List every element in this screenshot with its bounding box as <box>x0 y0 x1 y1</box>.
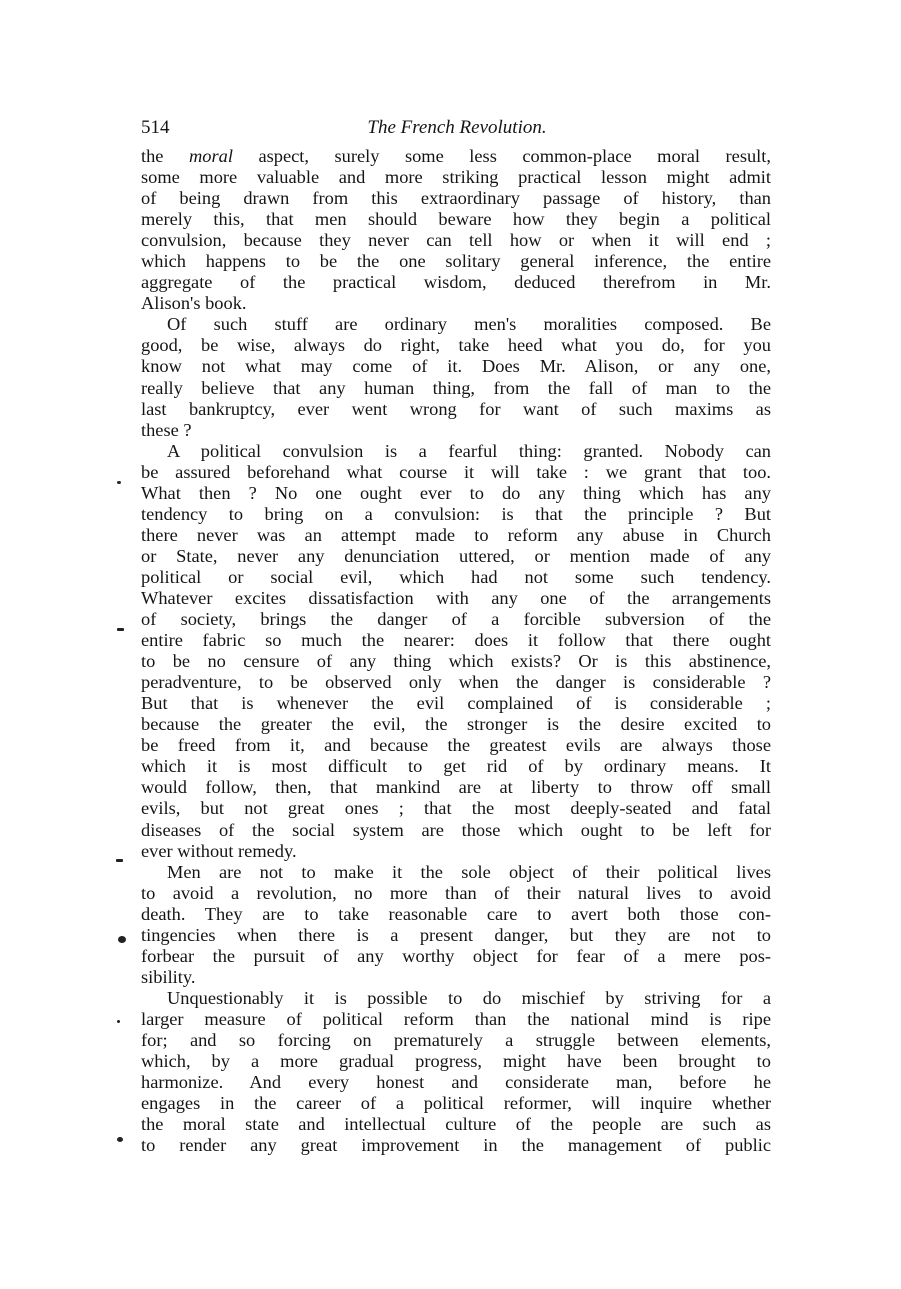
text-line: there never was an attempt made to reform any abuse in Church <box>141 524 771 545</box>
text-line: harmonize. And every honest and considerate man, before he <box>141 1072 771 1093</box>
text-line: to render any great improvement in the management of public <box>141 1135 771 1156</box>
text-line: last bankruptcy, ever went wrong for want of such maxims as <box>141 398 771 419</box>
text-line: aggregate of the practical wisdom, deduced therefrom in Mr. <box>141 272 771 293</box>
text-line: would follow, then, that mankind are at liberty to throw off small <box>141 777 771 798</box>
text-line: which it is most difficult to get rid of by ordinary means. It <box>141 756 771 777</box>
text-line: to avoid a revolution, no more than of their natural lives to avoid <box>141 882 771 903</box>
text-line: of society, brings the danger of a forcible subversion of the <box>141 609 771 630</box>
text-line: Alison's book. <box>141 293 247 314</box>
text-line: entire fabric so much the nearer: does it follow that there ought <box>141 630 771 651</box>
text-line: forbear the pursuit of any worthy object for fear of a mere pos- <box>141 945 771 966</box>
text-line: Men are not to make it the sole object of their political lives <box>167 861 771 882</box>
margin-speck <box>116 859 123 862</box>
text-line: But that is whenever the evil complained of is considerable ; <box>141 693 771 714</box>
margin-speck <box>117 628 124 631</box>
running-title: The French Revolution. <box>367 117 547 138</box>
text-line: good, be wise, always do right, take heed what you do, for you <box>141 335 771 356</box>
text-line: death. They are to take reasonable care to avert both those con- <box>141 903 771 924</box>
text-line: Unquestionably it is possible to do mischief by striving for a <box>167 987 771 1008</box>
margin-speck <box>117 1020 120 1023</box>
text-line: sibility. <box>141 966 196 987</box>
text-line: engages in the career of a political reformer, will inquire whether <box>141 1093 771 1114</box>
text-line: the moral aspect, surely some less common-place moral result, <box>141 146 771 166</box>
page-number: 514 <box>141 117 170 138</box>
text-line: to be no censure of any thing which exists? Or is this abstinence, <box>141 651 771 672</box>
text-line: because the greater the evil, the stronger is the desire excited to <box>141 714 771 735</box>
text-line: be assured beforehand what course it will take : we grant that too. <box>141 461 771 482</box>
text-line: some more valuable and more striking practical lesson might admit <box>141 167 771 188</box>
text-line: tingencies when there is a present danger, but they are not to <box>141 924 771 945</box>
text-line: tendency to bring on a convulsion: is that the principle ? But <box>141 503 771 524</box>
text-line: which happens to be the one solitary general inference, the entire <box>141 251 771 272</box>
margin-speck <box>117 481 121 484</box>
text-line: A political convulsion is a fearful thing: granted. Nobody can <box>167 440 771 461</box>
text-line: Of such stuff are ordinary men's moralities composed. Be <box>167 314 771 335</box>
body-text <box>141 146 771 1156</box>
text-line: evils, but not great ones ; that the most deeply-seated and fatal <box>141 798 771 819</box>
margin-speck <box>117 1137 123 1142</box>
text-line: merely this, that men should beware how they begin a political <box>141 209 771 230</box>
text-line: really believe that any human thing, from the fall of man to the <box>141 377 771 398</box>
text-line: know not what may come of it. Does Mr. Alison, or any one, <box>141 356 771 377</box>
text-line: these ? <box>141 419 192 440</box>
text-line: peradventure, to be observed only when the danger is considerable ? <box>141 672 771 693</box>
text-line: be freed from it, and because the greatest evils are always those <box>141 735 771 756</box>
text-line: or State, never any denunciation uttered, or mention made of any <box>141 545 771 566</box>
text-line: Whatever excites dissatisfaction with any one of the arrangements <box>141 587 771 608</box>
text-line: What then ? No one ought ever to do any thing which has any <box>141 482 771 503</box>
page-header <box>141 117 773 143</box>
text-line: convulsion, because they never can tell how or when it will end ; <box>141 230 771 251</box>
margin-speck <box>118 936 126 943</box>
text-line: ever without remedy. <box>141 840 297 861</box>
text-line: the moral state and intellectual culture of the people are such as <box>141 1114 771 1135</box>
text-line: for; and so forcing on prematurely a struggle between elements, <box>141 1029 771 1050</box>
text-line: of being drawn from this extraordinary passage of history, than <box>141 188 771 209</box>
text-line: which, by a more gradual progress, might have been brought to <box>141 1051 771 1072</box>
text-line: political or social evil, which had not some such tendency. <box>141 566 771 587</box>
text-line: larger measure of political reform than the national mind is ripe <box>141 1008 771 1029</box>
text-line: diseases of the social system are those which ought to be left for <box>141 819 771 840</box>
